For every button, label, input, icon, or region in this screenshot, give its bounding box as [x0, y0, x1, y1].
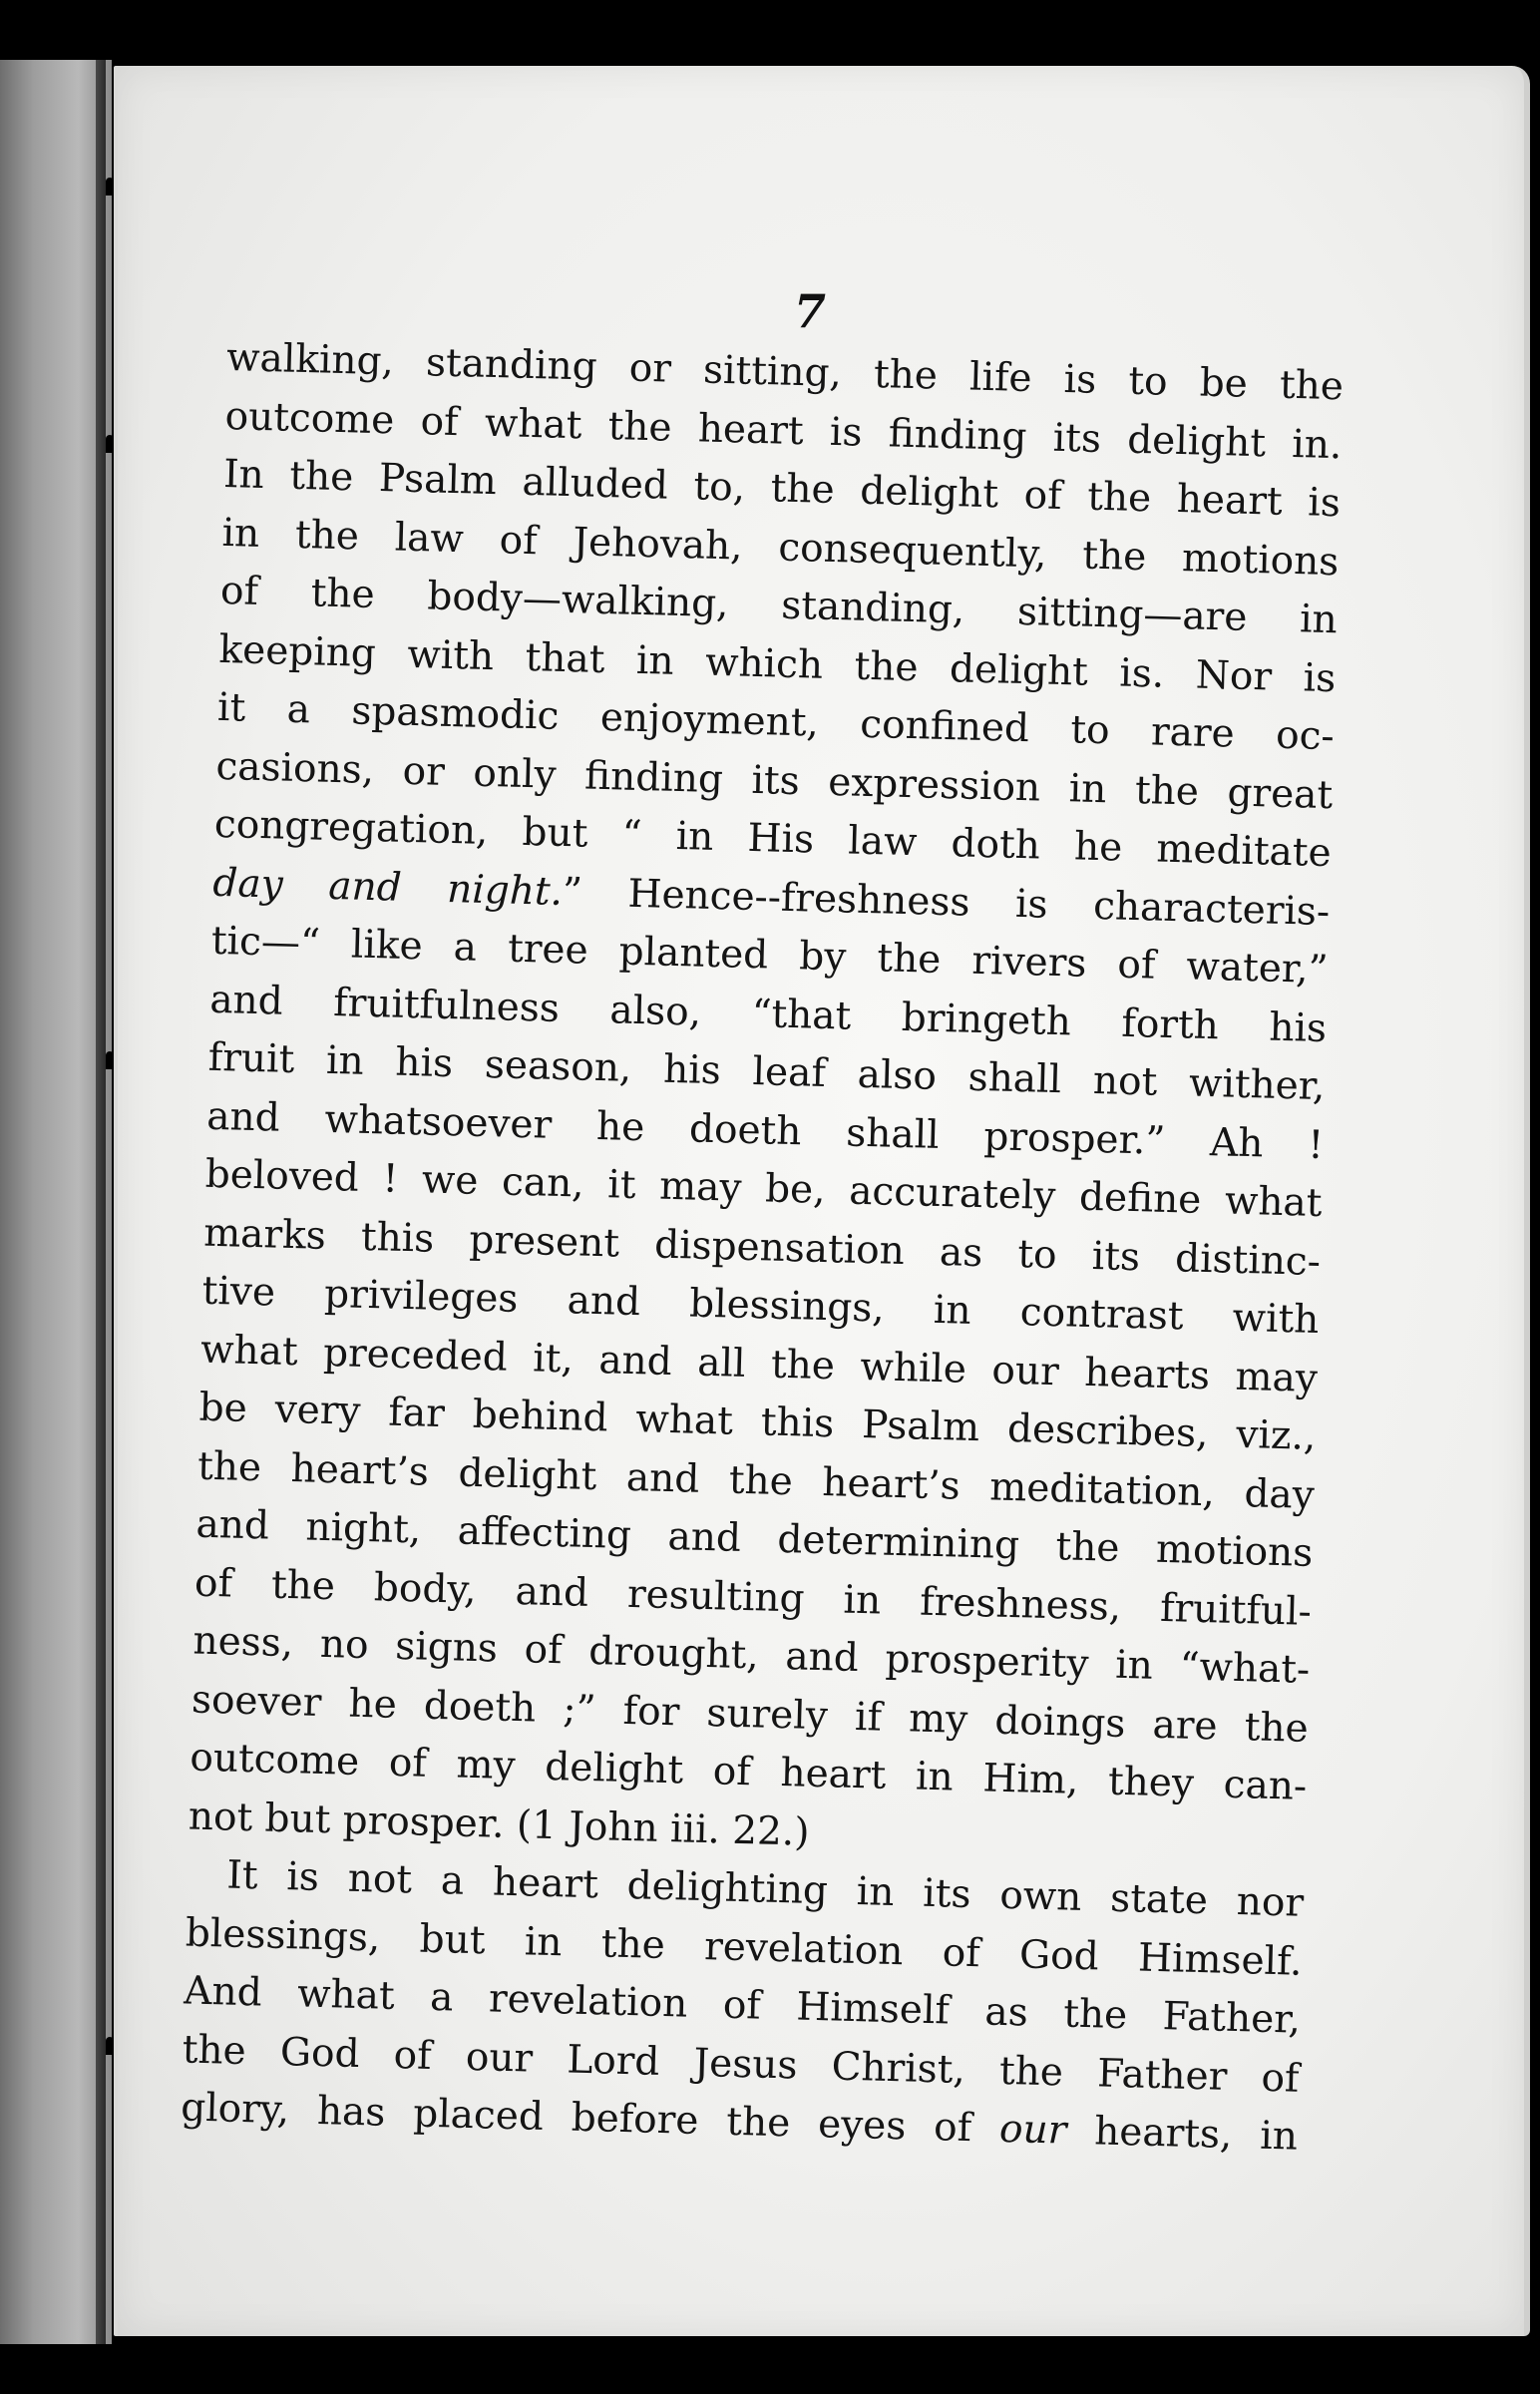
text-line: walking, standing or sitting, the life is to be the: [225, 334, 1345, 410]
text-line: ness, no signs of drought, and prosperity in “what-: [192, 1618, 1311, 1693]
text-line: casions, or only finding its expression in the great: [214, 743, 1334, 818]
text-line: what preceded it, and all the while our hearts may: [199, 1327, 1319, 1401]
text-line: and fruitfulness also, “that bringeth forth his: [208, 977, 1328, 1051]
text-line: and night, affecting and determining the motions: [195, 1501, 1314, 1576]
text-line: tive privileges and blessings, in contrast with: [201, 1268, 1320, 1343]
text-segment: ” Hence--freshness is characteris-: [562, 869, 1331, 935]
binding-thread-mark: [106, 2037, 114, 2055]
binding-thread-mark: [106, 435, 114, 453]
text-line: marks this present dispensation as to its distinc-: [202, 1210, 1322, 1285]
text-line: fruit in his season, his leaf also shall not wither,: [207, 1034, 1327, 1110]
text-line: outcome of what the heart is finding its delight in.: [224, 393, 1343, 468]
facing-page-edge: [0, 60, 112, 2344]
text-line: of the body, and resulting in freshness, fruitful-: [193, 1560, 1313, 1635]
text-line: beloved ! we can, it may be, accurately define what: [204, 1151, 1324, 1227]
binding-thread-mark: [106, 178, 114, 196]
text-line: the heart’s delight and the heart’s meditation, day: [196, 1443, 1316, 1518]
text-line: the God of our Lord Jesus Christ, the Father of: [182, 2026, 1301, 2102]
text-line: And what a revelation of Himself as the Father,: [183, 1968, 1302, 2043]
book-gutter: [96, 60, 106, 2344]
text-line: outcome of my delight of heart in Him, they can-: [189, 1735, 1308, 1809]
page-number: 7: [793, 284, 826, 338]
text-line: keeping with that in which the delight is. Nor is: [218, 626, 1337, 701]
binding-thread-mark: [106, 1051, 114, 1069]
text-line: it a spasmodic enjoyment, confined to rare oc-: [216, 684, 1336, 760]
text-segment: glory, has placed before the eyes of: [180, 2085, 972, 2152]
italic-phrase: day and night.: [211, 860, 564, 915]
text-line: In the Psalm alluded to, the delight of the heart is: [222, 451, 1342, 527]
text-line: and whatsoever he doeth shall prosper.” Ah !: [205, 1093, 1325, 1168]
text-line: blessings, but in the revelation of God Himself.: [185, 1909, 1304, 1985]
text-line: in the law of Jehovah, consequently, the motions: [221, 510, 1340, 585]
text-segment: hearts, in: [1065, 2108, 1299, 2160]
text-line: not but prosper. (1 John iii. 22.): [188, 1793, 811, 1855]
text-line: congregation, but “ in His law doth he meditate: [213, 801, 1333, 877]
text-line: of the body—walking, standing, sitting—are in: [219, 568, 1339, 643]
italic-word: our: [998, 2106, 1067, 2154]
text-line: It is not a heart delighting in its own state nor: [225, 1852, 1305, 1926]
page-body-text: [181, 329, 1345, 2167]
text-line: tic—“ like a tree planted by the rivers of water,”: [210, 918, 1330, 994]
text-line: be very far behind what this Psalm describes, viz.,: [198, 1385, 1317, 1459]
text-line: soever he doeth ;” for surely if my doings are the: [191, 1677, 1310, 1752]
